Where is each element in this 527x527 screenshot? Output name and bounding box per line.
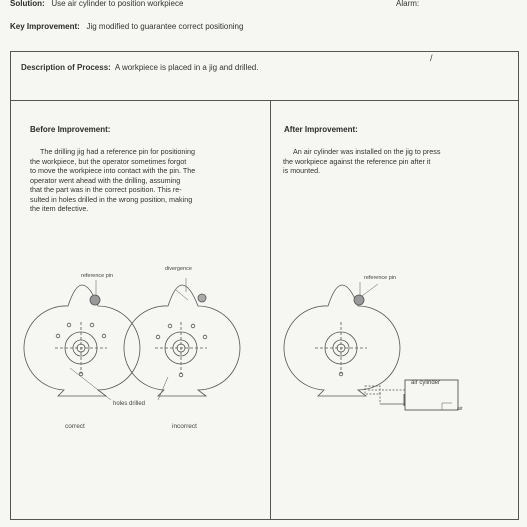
before-line: to move the workpiece into contact with the pin. The xyxy=(30,166,196,175)
description-text: A workpiece is placed in a jig and drilled. xyxy=(114,63,259,72)
reference-pin-label: reference pin xyxy=(81,273,114,279)
air-cylinder-label: air cylinder xyxy=(411,380,441,386)
key-improvement-text: Jig modified to guarantee correct positioning xyxy=(86,22,244,31)
reference-pin-icon xyxy=(198,294,206,302)
after-reference-pin-label: reference pin xyxy=(364,275,397,281)
after-title: After Improvement: xyxy=(284,125,358,134)
description-label: Description of Process: xyxy=(21,63,111,72)
before-line: operator went ahead with the drilling, assuming xyxy=(30,175,181,185)
after-line: the workpiece against the reference pin after it xyxy=(283,156,431,166)
before-line: the workpiece, but the operator sometimes forgot xyxy=(30,156,187,166)
before-line: the item defective. xyxy=(30,204,89,213)
margin-mark: / xyxy=(430,53,433,63)
correct-workpiece-drawing xyxy=(24,280,140,396)
air-label: air xyxy=(457,406,463,412)
divergence-label: divergence xyxy=(165,266,192,272)
solution-text: Use air cylinder to position workpiece xyxy=(51,0,184,8)
after-line: is mounted. xyxy=(283,166,321,175)
incorrect-label: incorrect xyxy=(172,423,197,430)
before-title: Before Improvement: xyxy=(30,125,111,134)
key-improvement-label: Key Improvement: xyxy=(10,22,80,31)
solution-label: Solution: xyxy=(10,0,45,8)
reference-pin-icon xyxy=(354,295,364,305)
alarm-label-text: Alarm: xyxy=(396,0,420,8)
holes-drilled-label: holes drilled xyxy=(113,401,146,407)
after-line: An air cylinder was installed on the jig to press xyxy=(293,147,441,156)
reference-pin-icon xyxy=(90,295,100,305)
before-line: sulted in holes drilled in the wrong position, making xyxy=(30,194,193,204)
before-line: The drilling jig had a reference pin for positioning xyxy=(40,147,196,156)
before-line: that the part was in the correct position. This re- xyxy=(30,185,182,194)
after-workpiece-drawing xyxy=(284,282,458,410)
correct-label: correct xyxy=(65,423,85,430)
incorrect-workpiece-drawing xyxy=(124,278,240,396)
